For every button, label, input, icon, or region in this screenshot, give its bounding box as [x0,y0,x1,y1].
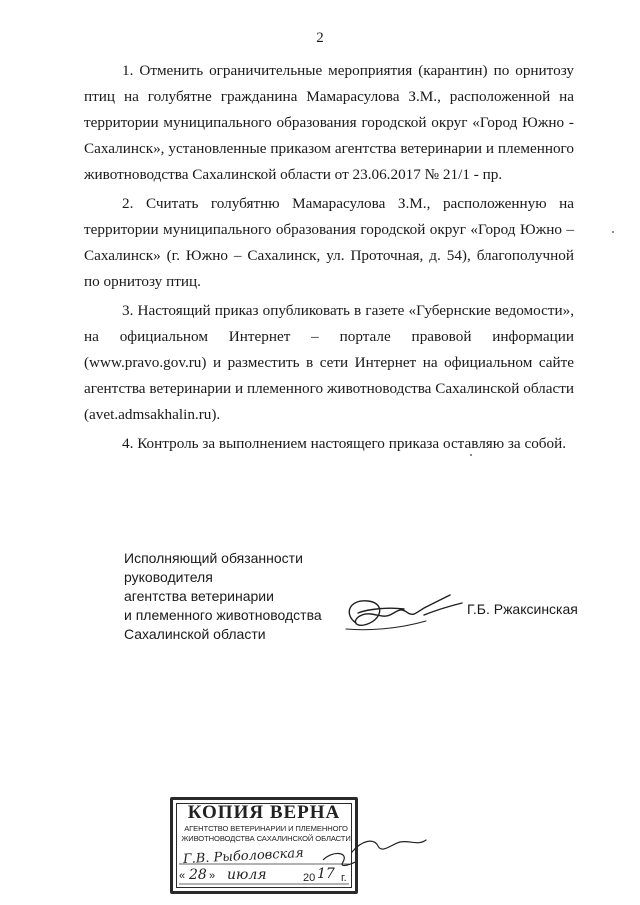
stamp-handwritten-name: Г.В. Рыболовская [182,845,305,868]
stamp-date-year-prefix: 20 [303,872,316,884]
position-line-1: Исполняющий обязанности руководителя [124,550,303,585]
position-line-2: агентства ветеринарии [124,588,274,604]
stamp-signature [348,830,428,860]
signer-name: Г.Б. Ржаксинская [467,601,578,617]
stamp-date-day: 28 [189,867,207,883]
handwritten-signature [338,585,468,640]
position-line-3: и племенного животноводства [124,607,322,623]
stamp-date-year-suffix: 17 [317,866,335,882]
order-body [84,58,574,460]
paragraph-4: 4. Контроль за выполнением настоящего приказа оставляю за собой. [122,435,567,452]
stamp-org-line-1: АГЕНТСТВО ВЕТЕРИНАРИИ И ПЛЕМЕННОГО [184,824,348,833]
signatory-position [124,549,324,644]
paragraph-2: 2. Считать голубятню Мамарасулова З.М., расположенную на территории муниципального образования городской округ «Город Южно – Сахалинск» (г. Южно – Сахалинск, ул. Проточная, д. 54), благополучной по орнитозу птиц. [84,195,574,290]
paragraph-3: 3. Настоящий приказ опубликовать в газете «Губернские ведомости», на официальном Интернет – портале правовой информации (www.pravo.gov.ru) и разместить в сети Интернет на официальном сайте агентства ветеринарии и племенного животноводства Сахалинской области (avet.admsakhalin.ru). [84,302,574,423]
stamp-date-open-quote: « [179,870,186,882]
certified-copy-stamp [170,797,358,894]
stamp-org-line-2: ЖИВОТНОВОДСТВА САХАЛИНСКОЙ ОБЛАСТИ [181,834,351,843]
paragraph-1: 1. Отменить ограничительные мероприятия (карантин) по орнитозу птиц на голубятне гражданина Мамарасулова З.М., расположенной на территории муниципального образования городской округ «Город Южно - Сахалинск», установленные приказом агентства ветеринарии и племенного животноводства Сахалинской области от 23.06.2017 № 21/1 - пр. [84,62,574,183]
stamp-title: КОПИЯ ВЕРНА [187,802,341,823]
stamp-date-close-quote: » [209,870,216,882]
page-number: 2 [316,30,324,46]
position-line-4: Сахалинской области [124,626,266,642]
scan-speck [470,454,472,456]
scan-speck [612,231,614,233]
stamp-date-suffix: г. [341,872,347,884]
stamp-date-month: июля [227,867,267,883]
